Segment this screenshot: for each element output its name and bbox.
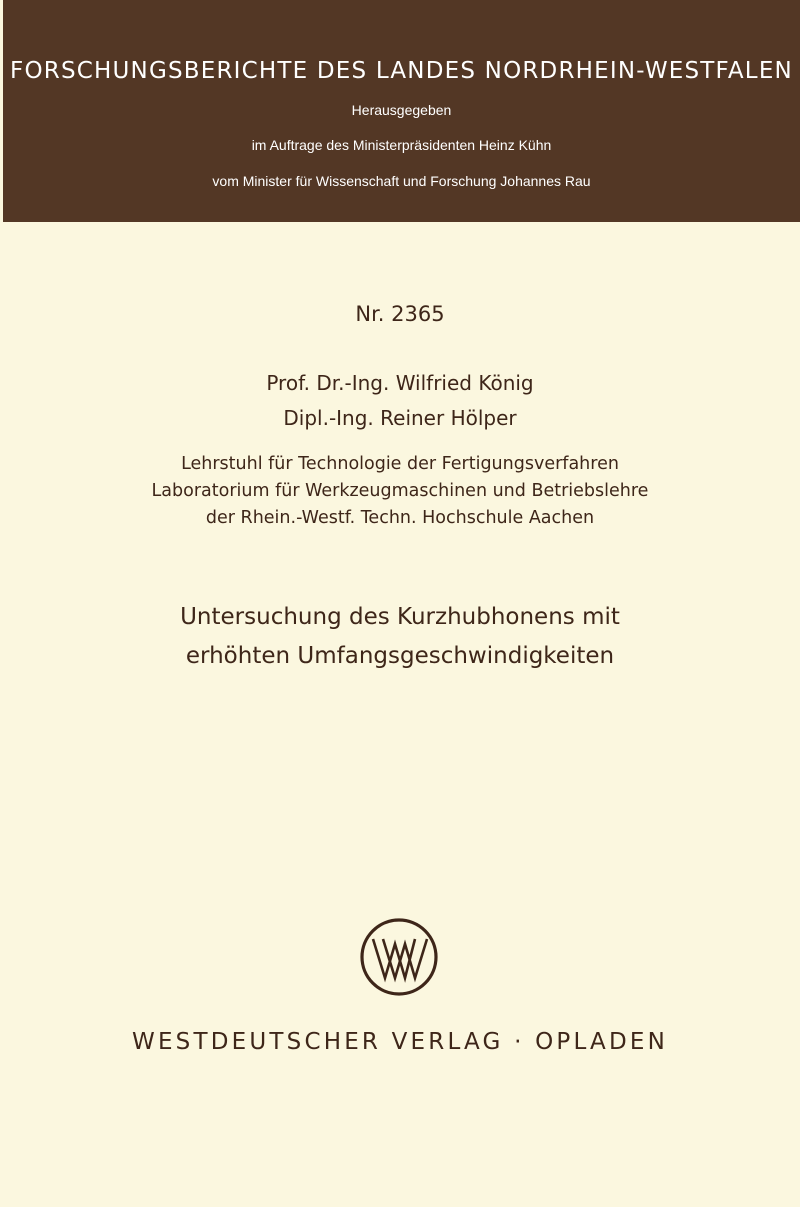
report-number: Nr. 2365 (355, 302, 445, 326)
book-title-line-2: erhöhten Umfangsgeschwindigkeiten (185, 643, 615, 669)
institution-line-3: der Rhein.-Westf. Techn. Hochschule Aachen (205, 508, 595, 528)
editor-line-2: im Auftrage des Ministerpräsidenten Heinz Kühn (251, 137, 552, 153)
author-1: Prof. Dr.-Ing. Wilfried König (266, 371, 534, 395)
series-title: FORSCHUNGSBERICHTE DES LANDES NORDRHEIN-WESTFALEN (10, 58, 793, 84)
series-header-band (3, 0, 800, 222)
institution-line-2: Laboratorium für Werkzeugmaschinen und Betriebslehre (151, 481, 649, 501)
author-2: Dipl.-Ing. Reiner Hölper (283, 406, 517, 430)
book-title-line-1: Untersuchung des Kurzhubhonens mit (180, 604, 620, 630)
institution-line-1: Lehrstuhl für Technologie der Fertigungsverfahren (181, 454, 619, 474)
publisher-ww-logo-icon (359, 917, 439, 997)
publisher-name: WESTDEUTSCHER VERLAG · OPLADEN (132, 1029, 668, 1055)
editor-line-1: Herausgegeben (351, 102, 452, 118)
editor-line-3: vom Minister für Wissenschaft und Forschung Johannes Rau (212, 173, 591, 189)
